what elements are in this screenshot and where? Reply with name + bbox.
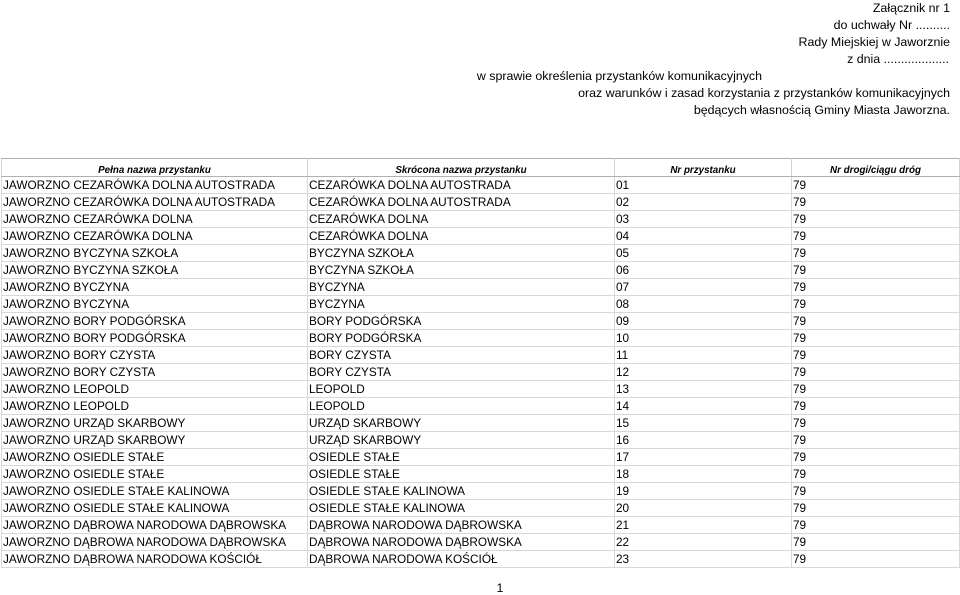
cell-stop-number: 05 [615, 245, 792, 262]
table-row [2, 364, 960, 381]
cell-full-name: JAWORZNO BYCZYNA [2, 296, 308, 313]
cell-short-name: OSIEDLE STAŁE [308, 449, 615, 466]
cell-short-name: DĄBROWA NARODOWA DĄBROWSKA [308, 534, 615, 551]
cell-short-name: BYCZYNA SZKOŁA [308, 262, 615, 279]
cell-road-number: 79 [792, 177, 960, 194]
table-row [2, 449, 960, 466]
cell-stop-number: 06 [615, 262, 792, 279]
resolution-subject-line-1: w sprawie określenia przystanków komunikacyjnych [476, 69, 762, 83]
table-row [2, 296, 960, 313]
cell-short-name: LEOPOLD [308, 398, 615, 415]
column-header-stop-number: Nr przystanku [615, 159, 792, 177]
cell-road-number: 79 [792, 296, 960, 313]
cell-full-name: JAWORZNO CEZARÓWKA DOLNA AUTOSTRADA [2, 194, 308, 211]
table-row [2, 483, 960, 500]
cell-stop-number: 19 [615, 483, 792, 500]
cell-road-number: 79 [792, 262, 960, 279]
document-header [350, 0, 950, 119]
resolution-number: do uchwały Nr .......... [833, 18, 950, 32]
cell-stop-number: 04 [615, 228, 792, 245]
cell-short-name: BORY PODGÓRSKA [308, 313, 615, 330]
cell-short-name: BYCZYNA [308, 296, 615, 313]
cell-road-number: 79 [792, 347, 960, 364]
table-row [2, 313, 960, 330]
cell-full-name: JAWORZNO DĄBROWA NARODOWA DĄBROWSKA [2, 517, 308, 534]
page-number: 1 [496, 581, 504, 595]
column-header-road-number: Nr drogi/ciągu dróg [792, 159, 960, 177]
cell-stop-number: 14 [615, 398, 792, 415]
cell-full-name: JAWORZNO BYCZYNA SZKOŁA [2, 245, 308, 262]
cell-full-name: JAWORZNO CEZARÓWKA DOLNA AUTOSTRADA [2, 177, 308, 194]
cell-road-number: 79 [792, 194, 960, 211]
table-row [2, 211, 960, 228]
cell-stop-number: 08 [615, 296, 792, 313]
resolution-subject-line-2: oraz warunków i zasad korzystania z przystanków komunikacyjnych [578, 86, 950, 100]
table-row [2, 228, 960, 245]
table-row [2, 466, 960, 483]
cell-road-number: 79 [792, 517, 960, 534]
cell-stop-number: 12 [615, 364, 792, 381]
stops-table-container [1, 158, 959, 568]
cell-full-name: JAWORZNO LEOPOLD [2, 398, 308, 415]
cell-short-name: DĄBROWA NARODOWA DĄBROWSKA [308, 517, 615, 534]
cell-road-number: 79 [792, 466, 960, 483]
table-row [2, 415, 960, 432]
cell-stop-number: 02 [615, 194, 792, 211]
council-name: Rady Miejskiej w Jaworznie [798, 35, 950, 49]
cell-full-name: JAWORZNO LEOPOLD [2, 381, 308, 398]
cell-road-number: 79 [792, 449, 960, 466]
cell-stop-number: 18 [615, 466, 792, 483]
cell-short-name: CEZARÓWKA DOLNA AUTOSTRADA [308, 194, 615, 211]
table-row [2, 262, 960, 279]
cell-stop-number: 07 [615, 279, 792, 296]
cell-short-name: BORY CZYSTA [308, 347, 615, 364]
cell-full-name: JAWORZNO URZĄD SKARBOWY [2, 432, 308, 449]
cell-stop-number: 21 [615, 517, 792, 534]
cell-full-name: JAWORZNO BORY CZYSTA [2, 347, 308, 364]
cell-full-name: JAWORZNO BORY CZYSTA [2, 364, 308, 381]
cell-full-name: JAWORZNO BYCZYNA [2, 279, 308, 296]
cell-road-number: 79 [792, 500, 960, 517]
table-row [2, 551, 960, 568]
cell-stop-number: 11 [615, 347, 792, 364]
table-row [2, 398, 960, 415]
table-row [2, 347, 960, 364]
cell-stop-number: 03 [615, 211, 792, 228]
cell-stop-number: 13 [615, 381, 792, 398]
table-row [2, 517, 960, 534]
cell-road-number: 79 [792, 279, 960, 296]
cell-full-name: JAWORZNO BYCZYNA SZKOŁA [2, 262, 308, 279]
cell-stop-number: 16 [615, 432, 792, 449]
cell-short-name: LEOPOLD [308, 381, 615, 398]
table-row [2, 534, 960, 551]
table-row [2, 330, 960, 347]
cell-full-name: JAWORZNO DĄBROWA NARODOWA DĄBROWSKA [2, 534, 308, 551]
cell-full-name: JAWORZNO OSIEDLE STAŁE [2, 449, 308, 466]
cell-road-number: 79 [792, 364, 960, 381]
cell-road-number: 79 [792, 551, 960, 568]
cell-full-name: JAWORZNO OSIEDLE STAŁE KALINOWA [2, 483, 308, 500]
cell-road-number: 79 [792, 330, 960, 347]
cell-road-number: 79 [792, 245, 960, 262]
cell-short-name: OSIEDLE STAŁE KALINOWA [308, 500, 615, 517]
table-row [2, 245, 960, 262]
cell-full-name: JAWORZNO BORY PODGÓRSKA [2, 313, 308, 330]
cell-short-name: OSIEDLE STAŁE [308, 466, 615, 483]
cell-road-number: 79 [792, 313, 960, 330]
table-row [2, 194, 960, 211]
cell-stop-number: 10 [615, 330, 792, 347]
table-header-row [2, 159, 960, 177]
cell-road-number: 79 [792, 381, 960, 398]
resolution-date: z dnia ................... [847, 52, 949, 66]
cell-full-name: JAWORZNO BORY PODGÓRSKA [2, 330, 308, 347]
cell-full-name: JAWORZNO URZĄD SKARBOWY [2, 415, 308, 432]
cell-road-number: 79 [792, 534, 960, 551]
cell-short-name: URZĄD SKARBOWY [308, 415, 615, 432]
cell-stop-number: 01 [615, 177, 792, 194]
cell-short-name: DĄBROWA NARODOWA KOŚCIÓŁ [308, 551, 615, 568]
cell-stop-number: 17 [615, 449, 792, 466]
cell-full-name: JAWORZNO OSIEDLE STAŁE [2, 466, 308, 483]
cell-full-name: JAWORZNO CEZARÓWKA DOLNA [2, 211, 308, 228]
cell-short-name: OSIEDLE STAŁE KALINOWA [308, 483, 615, 500]
cell-short-name: BORY CZYSTA [308, 364, 615, 381]
table-row [2, 279, 960, 296]
cell-stop-number: 22 [615, 534, 792, 551]
cell-short-name: BYCZYNA [308, 279, 615, 296]
table-row [2, 500, 960, 517]
cell-stop-number: 09 [615, 313, 792, 330]
table-row [2, 432, 960, 449]
table-body [2, 177, 960, 568]
cell-road-number: 79 [792, 211, 960, 228]
cell-short-name: BORY PODGÓRSKA [308, 330, 615, 347]
cell-road-number: 79 [792, 228, 960, 245]
table-row [2, 381, 960, 398]
cell-stop-number: 23 [615, 551, 792, 568]
cell-road-number: 79 [792, 432, 960, 449]
cell-full-name: JAWORZNO DĄBROWA NARODOWA KOŚCIÓŁ [2, 551, 308, 568]
cell-short-name: CEZARÓWKA DOLNA [308, 211, 615, 228]
cell-full-name: JAWORZNO CEZARÓWKA DOLNA [2, 228, 308, 245]
cell-stop-number: 20 [615, 500, 792, 517]
cell-road-number: 79 [792, 483, 960, 500]
cell-stop-number: 15 [615, 415, 792, 432]
table-row [2, 177, 960, 194]
annex-title: Załącznik nr 1 [872, 1, 950, 15]
stops-table [1, 158, 960, 568]
cell-short-name: CEZARÓWKA DOLNA [308, 228, 615, 245]
resolution-subject-line-3: będących własnością Gminy Miasta Jaworzna. [693, 103, 950, 117]
cell-road-number: 79 [792, 398, 960, 415]
cell-short-name: BYCZYNA SZKOŁA [308, 245, 615, 262]
column-header-full-name: Pełna nazwa przystanku [2, 159, 308, 177]
cell-short-name: CEZARÓWKA DOLNA AUTOSTRADA [308, 177, 615, 194]
cell-road-number: 79 [792, 415, 960, 432]
column-header-short-name: Skrócona nazwa przystanku [308, 159, 615, 177]
cell-full-name: JAWORZNO OSIEDLE STAŁE KALINOWA [2, 500, 308, 517]
cell-short-name: URZĄD SKARBOWY [308, 432, 615, 449]
